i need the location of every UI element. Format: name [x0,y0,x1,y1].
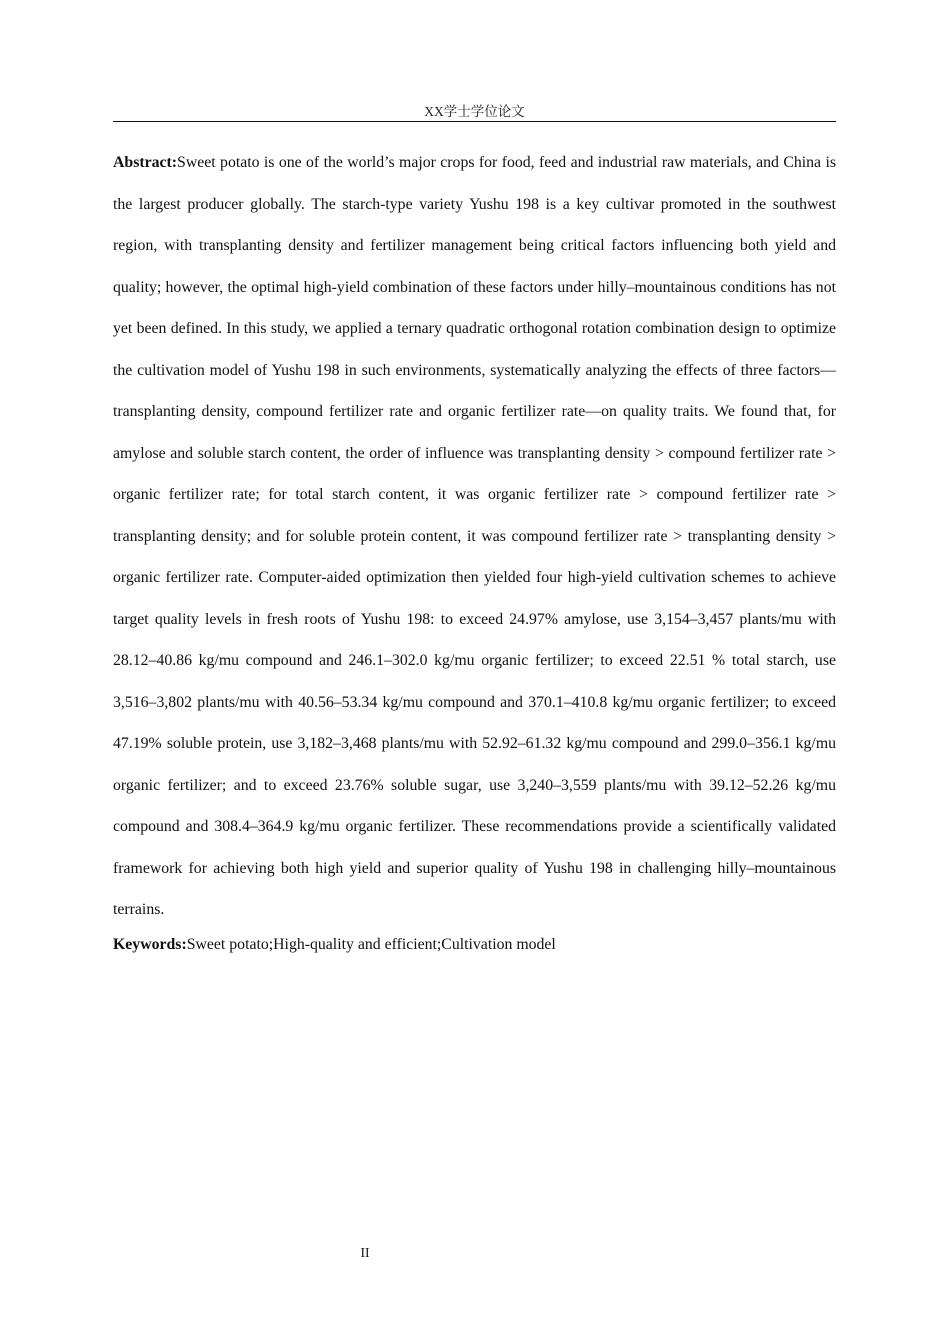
abstract-label: Abstract: [113,154,178,171]
keywords-line [113,931,836,959]
header-rule [113,121,836,122]
keywords-label: Keywords: [113,936,187,953]
running-header-title: XX学士学位论文 [424,104,525,119]
page-number: II [360,1245,370,1260]
abstract-paragraph [113,142,836,931]
abstract-text: Sweet potato is one of the world’s major crops for food, feed and industrial raw materials, and China is the largest producer globally. The starch-type variety Yushu 198 is a key cultivar promoted in the southwest region, with transplanting density and fertilizer management being critical factors influencing both yield and quality; however, the optimal high-yield combination of these factors under hilly–mountainous conditions has not yet been defined. In this study, we applied a ternary quadratic orthogonal rotation combination design to optimize the cultivation model of Yushu 198 in such environments, systematically analyzing the effects of three factors—transplanting density, compound fertilizer rate and organic fertilizer rate—on quality traits. We found that, for amylose and soluble starch content, the order of influence was transplanting density > compound fertilizer rate > organic fertilizer rate; for total starch content, it was organic fertilizer rate > compound fertilizer rate > transplanting density; and for soluble protein content, it was compound fertilizer rate > transplanting density > organic fertilizer rate. Computer-aided optimization then yielded four high-yield cultivation schemes to achieve target quality levels in fresh roots of Yushu 198: to exceed 24.97% amylose, use 3,154–3,457 plants/mu with 28.12–40.86 kg/mu compound and 246.1–302.0 kg/mu organic fertilizer; to exceed 22.51 % total starch, use 3,516–3,802 plants/mu with 40.56–53.34 kg/mu compound and 370.1–410.8 kg/mu organic fertilizer; to exceed 47.19% soluble protein, use 3,182–3,468 plants/mu with 52.92–61.32 kg/mu compound and 299.0–356.1 kg/mu organic fertilizer; and to exceed 23.76% soluble sugar, use 3,240–3,559 plants/mu with 39.12–52.26 kg/mu compound and 308.4–364.9 kg/mu organic fertilizer. These recommendations provide a scientifically validated framework for achieving both high yield and superior quality of Yushu 198 in challenging hilly–mountainous terrains. [113,154,836,918]
keywords-text: Sweet potato;High-quality and efficient;Cultivation model [186,936,556,953]
